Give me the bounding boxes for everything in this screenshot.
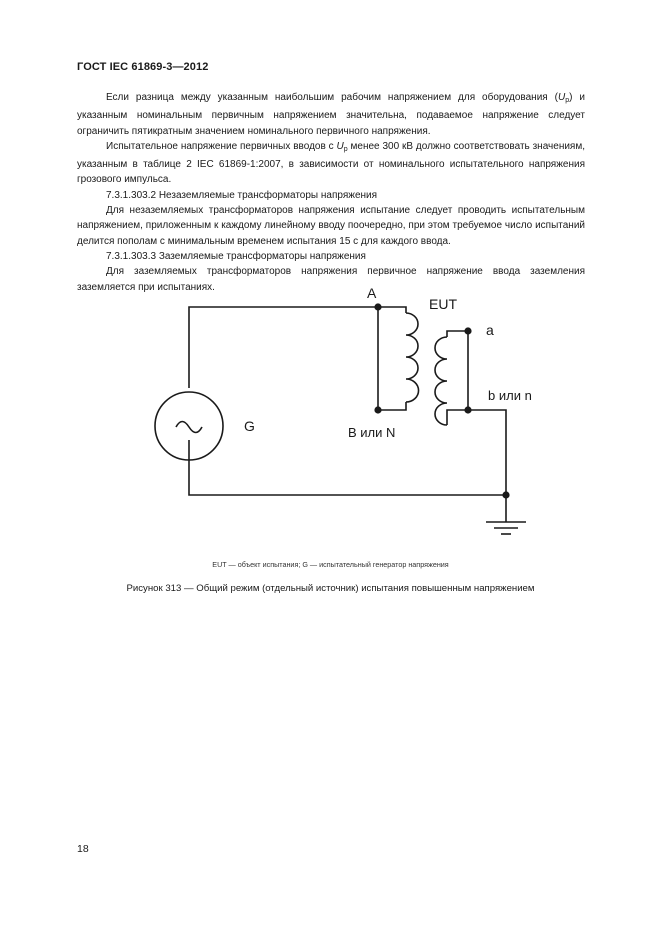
junction-A (374, 303, 381, 310)
page-number: 18 (77, 843, 89, 855)
paragraph-voltage-limit: Если разница между указанным наибольшим рабочим напряжением для оборудования $(U_p)$ и указанным номинальным первичным напряжением значительна, подаваемое напряжение следует ограничить пятикратным значением номинального первичного напряжения. (77, 92, 585, 137)
figure-caption: Рисунок 313 — Общий режим (отдельный источник) испытания повышенным напряжением (126, 583, 535, 594)
paragraph-test-voltage: Испытательное напряжение первичных вводов с $U_p$ менее 300 кВ должно соответствовать значениям, указанным в таблице 2 IEC 61869-1:2007, в зависимости от номинального испытательного напряжения грозового импульса. (77, 140, 585, 186)
junction-B (374, 406, 381, 413)
wire-top (189, 307, 378, 388)
label-EUT: EUT (429, 296, 457, 312)
secondary-winding (435, 337, 447, 425)
primary-lead-top (378, 307, 406, 313)
terminal-label-b-or-n: b или n (488, 388, 532, 403)
generator-label-G: G (244, 418, 255, 434)
secondary-lead-bottom (447, 410, 468, 425)
section-heading-ungrounded: 7.3.1.303.2 Незаземляемые трансформаторы напряжения (106, 189, 378, 201)
wire-b-ground (468, 410, 506, 522)
paragraph-grounded: Для заземляемых трансформаторов напряжения первичное напряжение ввода заземления заземляется при испытаниях. (77, 266, 585, 293)
junction-ground (502, 491, 509, 498)
primary-lead-bottom (378, 402, 406, 410)
terminal-label-B-or-N: B или N (348, 425, 396, 440)
wire-bottom (189, 440, 506, 495)
document-header: ГОСТ IEC 61869-3—2012 (77, 61, 209, 73)
junction-b (464, 406, 471, 413)
sine-wave-icon (176, 422, 202, 433)
junction-a (464, 327, 471, 334)
circuit-wires (155, 307, 526, 534)
paragraph-ungrounded: Для незаземляемых трансформаторов напряжения испытание следует проводить испытательным напряжением, приложенным к каждому линейному вводу поочередно, при этом требуемое число испытаний делится пополам с минимальным временем испытания 15 с для каждого ввода. (77, 205, 585, 247)
terminal-label-a: a (486, 322, 494, 338)
section-heading-grounded: 7.3.1.303.3 Заземляемые трансформаторы напряжения (106, 250, 366, 262)
primary-winding (406, 313, 419, 402)
terminal-label-A: A (367, 285, 377, 301)
figure-legend: EUT — объект испытания; G — испытательный генератор напряжения (212, 560, 449, 569)
